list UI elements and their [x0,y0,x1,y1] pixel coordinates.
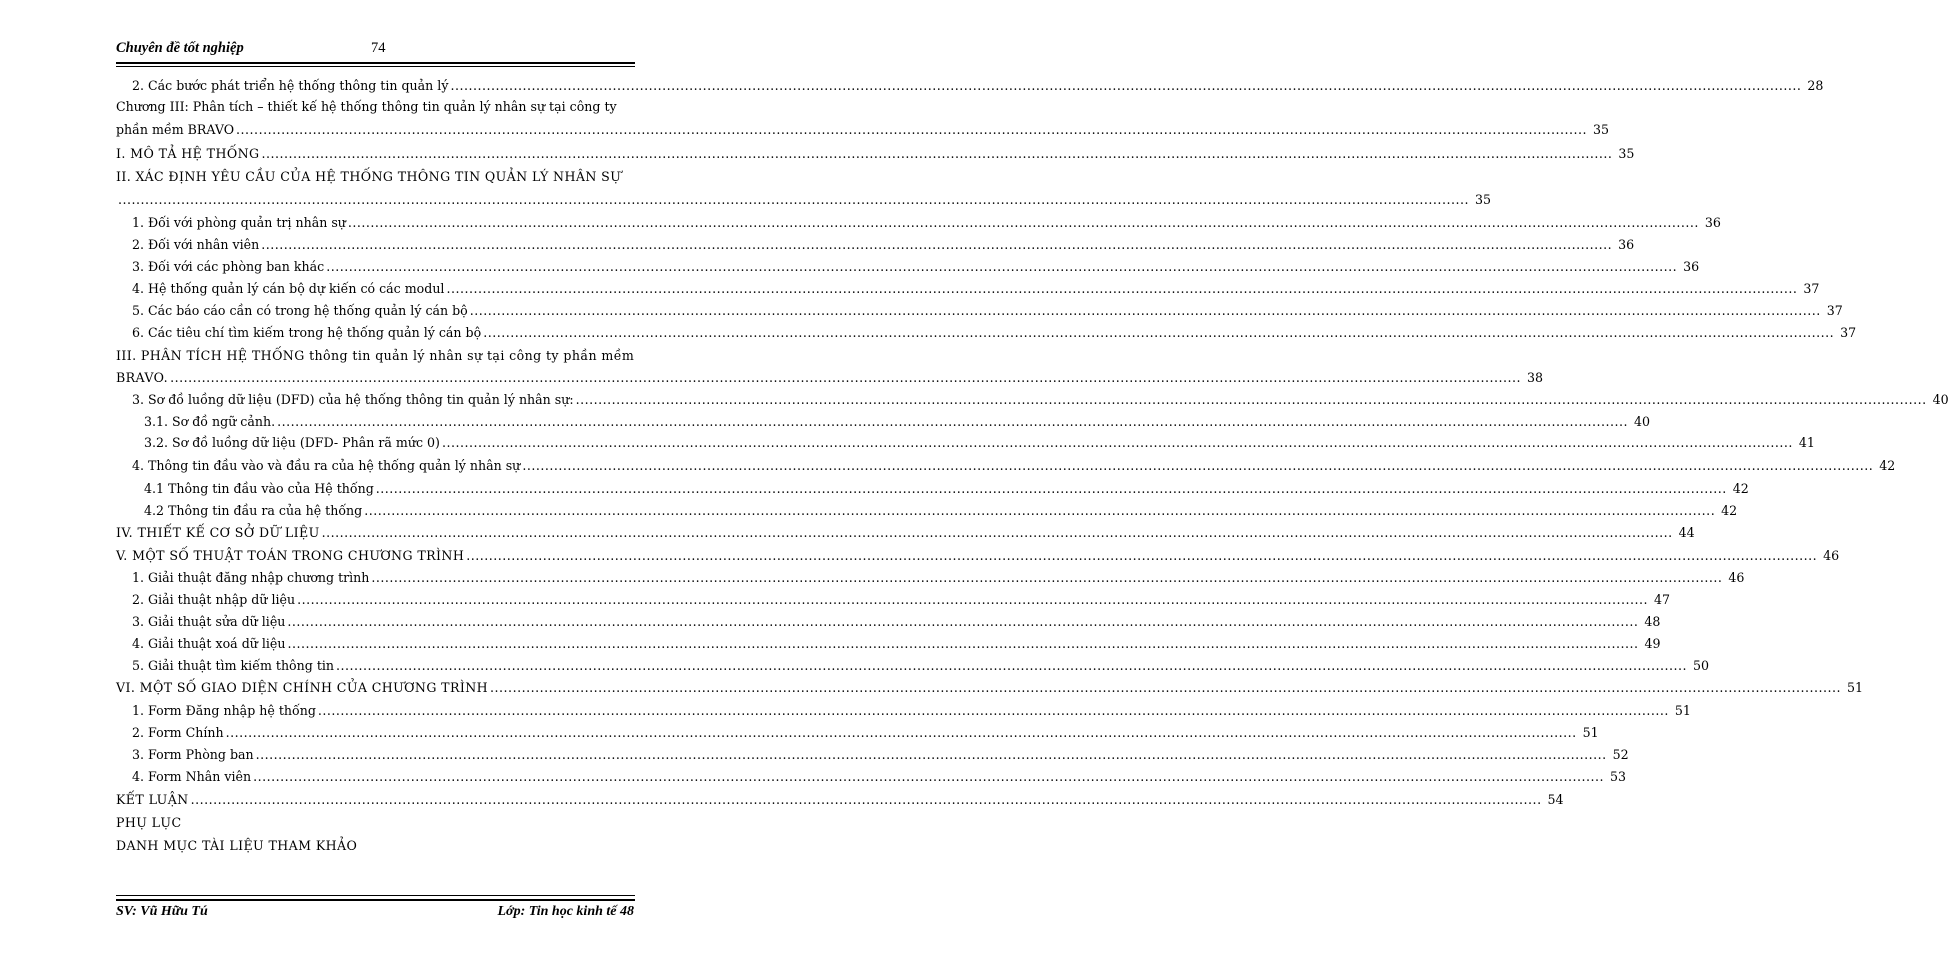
toc-entry-label: 3.2. Sơ đồ luồng dữ liệu (DFD- Phân rã mức 0) [144,435,440,450]
toc-entry-label: 3.1. Sơ đồ ngữ cảnh. [144,414,276,429]
toc-entry-label: DANH MỤC TÀI LIỆU THAM KHẢO [116,838,358,853]
toc-entry[interactable] [132,323,1857,343]
toc-entry-label: I. MÔ TẢ HỆ THỐNG [116,146,260,161]
toc-leader-dots: ............................................................................................................................................................................................................................................................................................................ [522,458,1874,473]
toc-leader-dots: ............................................................................................................................................................................................................................................................................................................ [575,392,1927,407]
toc-entry[interactable] [132,612,1661,632]
toc-entry-label: 5. Giải thuật tìm kiếm thông tin [132,658,335,673]
toc-entry[interactable] [132,745,1629,765]
toc-entry-page: 42 [1732,481,1749,496]
toc-entry-page: 42 [1879,458,1896,473]
toc-entry-label: 3. Giải thuật sửa dữ liệu [132,614,286,629]
toc-entry-label: 4. Thông tin đầu vào và đầu ra của hệ thống quản lý nhân sự [132,458,521,473]
toc-entry-label: 5. Các báo cáo cần có trong hệ thống quản lý cán bộ [132,303,468,318]
toc-entry[interactable] [116,190,1491,210]
toc-leader-dots: ............................................................................................................................................................................................................................................................................................................ [466,548,1818,563]
toc-entry[interactable] [144,412,1651,432]
toc-entry-page: 38 [1527,370,1544,385]
toc-leader-dots: ............................................................................................................................................................................................................................................................................................................ [236,122,1588,137]
toc-entry-label: Chương III: Phân tích – thiết kế hệ thống thông tin quản lý nhân sự tại công ty [116,99,617,114]
toc-leader-dots: ............................................................................................................................................................................................................................................................................................................ [225,725,1577,740]
toc-entry[interactable] [116,678,1864,698]
toc-entry-label: III. PHÂN TÍCH HỆ THỐNG thông tin quản lý nhân sự tại công ty phần mềm [116,348,635,363]
toc-entry-page: 47 [1654,592,1671,607]
footer-student: SV: Vũ Hữu Tú [116,904,208,919]
toc-entry-page: 35 [1474,192,1491,207]
toc-leader-dots: ............................................................................................................................................................................................................................................................................................................ [347,215,1699,230]
toc-entry-label: 6. Các tiêu chí tìm kiếm trong hệ thống quản lý cán bộ [132,325,482,340]
toc-entry[interactable] [132,301,1843,321]
toc-leader-dots: ............................................................................................................................................................................................................................................................................................................ [255,747,1607,762]
toc-entry-label: 3. Đối với các phòng ban khác [132,259,325,274]
toc-entry-page: 53 [1610,769,1627,784]
header-rule-thin [116,66,635,67]
toc-leader-dots: ............................................................................................................................................................................................................................................................................................................ [297,592,1649,607]
toc-leader-dots: ............................................................................................................................................................................................................................................................................................................ [483,325,1835,340]
toc-entry[interactable] [132,723,1599,743]
toc-entry[interactable] [144,501,1738,521]
toc-entry[interactable] [116,368,1544,388]
toc-leader-dots: ............................................................................................................................................................................................................................................................................................................ [375,481,1727,496]
header-title: Chuyên đề tốt nghiệp [116,40,244,56]
toc-entry-page: 48 [1644,614,1661,629]
toc-entry-label: 4. Hệ thống quản lý cán bộ dự kiến có các modul [132,281,445,296]
toc-entry-page: 36 [1683,259,1700,274]
toc-entry-page: 50 [1692,658,1709,673]
toc-leader-dots: ............................................................................................................................................................................................................................................................................................................ [253,769,1605,784]
toc-leader-dots: ............................................................................................................................................................................................................................................................................................................ [364,503,1716,518]
toc-entry-page: 28 [1807,78,1824,93]
toc-entry-label: 1. Đối với phòng quản trị nhân sự [132,215,346,230]
footer-rule-thin [116,895,635,896]
toc-entry[interactable] [132,767,1627,787]
page-number: 74 [371,40,386,56]
toc-entry-label: 4.2 Thông tin đầu ra của hệ thống [144,503,363,518]
toc-entry-page: 52 [1612,747,1629,762]
toc-entry[interactable] [116,790,1564,810]
toc-entry-page: 35 [1618,146,1635,161]
toc-leader-dots: ............................................................................................................................................................................................................................................................................................................ [321,525,1673,540]
toc-entry-label: 4.1 Thông tin đầu vào của Hệ thống [144,481,374,496]
toc-leader-dots: ............................................................................................................................................................................................................................................................................................................ [287,636,1639,651]
header-rule [116,62,635,64]
toc-entry-label: 1. Giải thuật đăng nhập chương trình [132,570,370,585]
toc-leader-dots: ............................................................................................................................................................................................................................................................................................................ [450,78,1802,93]
toc-entry-page: 41 [1798,435,1815,450]
toc-leader-dots: ............................................................................................................................................................................................................................................................................................................ [490,680,1842,695]
toc-leader-dots: ............................................................................................................................................................................................................................................................................................................ [261,146,1613,161]
toc-entry[interactable] [116,546,1840,566]
footer-class: Lớp: Tin học kinh tế 48 [497,904,634,919]
toc-entry-page: 51 [1582,725,1599,740]
toc-entry[interactable] [116,836,624,856]
toc-entry[interactable] [132,634,1661,654]
toc-entry-label: VI. MỘT SỐ GIAO DIỆN CHÍNH CỦA CHƯƠNG TRÌNH [116,680,489,695]
toc-leader-dots: ............................................................................................................................................................................................................................................................................................................ [326,259,1678,274]
toc-entry[interactable] [132,568,1745,588]
toc-entry-page: 37 [1803,281,1820,296]
toc-entry[interactable] [132,279,1820,299]
toc-entry-page: 42 [1721,503,1738,518]
toc-entry[interactable] [116,346,636,366]
toc-entry[interactable] [132,390,1949,410]
toc-leader-dots: ............................................................................................................................................................................................................................................................................................................ [170,370,1522,385]
toc-entry-label: 2. Giải thuật nhập dữ liệu [132,592,296,607]
toc-entry[interactable] [144,433,1815,453]
toc-entry[interactable] [116,167,636,187]
toc-entry-page: 46 [1823,548,1840,563]
toc-entry-page: 35 [1592,122,1610,137]
toc-entry-label: IV. THIẾT KẾ CƠ SỞ DỮ LIỆU [116,525,320,540]
toc-entry[interactable] [132,456,1896,476]
toc-entry-page: 40 [1634,414,1651,429]
toc-entry-page: 36 [1618,237,1635,252]
toc-entry-label: KẾT LUẬN [116,792,189,807]
toc-entry-label: BRAVO. [116,370,169,385]
footer-rule [116,899,635,901]
toc-entry-page: 37 [1840,325,1857,340]
toc-entry[interactable] [116,97,636,117]
toc-entry[interactable] [132,701,1691,721]
toc-leader-dots: ............................................................................................................................................................................................................................................................................................................ [118,192,1469,207]
toc-leader-dots: ............................................................................................................................................................................................................................................................................................................ [317,703,1669,718]
toc-entry-page: 46 [1728,570,1745,585]
toc-entry-page: 51 [1674,703,1691,718]
toc-entry[interactable] [132,257,1700,277]
toc-entry-label: 2. Đối với nhân viên [132,237,260,252]
toc-entry-page: 40 [1932,392,1949,407]
toc-entry-label: II. XÁC ĐỊNH YÊU CẦU CỦA HỆ THỐNG THÔNG TIN QUẢN LÝ NHÂN SỰ [116,169,622,184]
toc-leader-dots: ............................................................................................................................................................................................................................................................................................................ [261,237,1613,252]
toc-leader-dots: ............................................................................................................................................................................................................................................................................................................ [277,414,1629,429]
toc-leader-dots: ............................................................................................................................................................................................................................................................................................................ [446,281,1798,296]
toc-entry[interactable] [132,235,1635,255]
toc-entry-label: 4. Giải thuật xoá dữ liệu [132,636,286,651]
toc-entry-label: 3. Sơ đồ luồng dữ liệu (DFD) của hệ thống thông tin quản lý nhân sự: [132,392,574,407]
toc-entry[interactable] [132,656,1709,676]
toc-entry[interactable] [132,213,1721,233]
toc-entry[interactable] [116,144,1635,164]
toc-entry-page: 36 [1704,215,1721,230]
toc-entry-label: 4. Form Nhân viên [132,769,252,784]
toc-entry[interactable] [116,523,1695,543]
toc-entry-label: phần mềm BRAVO [116,122,235,137]
toc-leader-dots: ............................................................................................................................................................................................................................................................................................................ [469,303,1821,318]
toc-leader-dots: ............................................................................................................................................................................................................................................................................................................ [287,614,1639,629]
toc-entry-page: 49 [1644,636,1661,651]
toc-entry-label: 3. Form Phòng ban [132,747,254,762]
toc-entry[interactable] [132,590,1671,610]
toc-entry-page: 51 [1846,680,1864,695]
toc-entry[interactable] [116,813,624,833]
toc-leader-dots: ............................................................................................................................................................................................................................................................................................................ [441,435,1793,450]
toc-entry-page: 44 [1678,525,1695,540]
page-header [116,38,636,60]
toc-entry-label: 1. Form Đăng nhập hệ thống [132,703,316,718]
toc-entry[interactable] [144,479,1749,499]
toc-leader-dots: ............................................................................................................................................................................................................................................................................................................ [190,792,1542,807]
toc-leader-dots: ............................................................................................................................................................................................................................................................................................................ [371,570,1723,585]
toc-entry[interactable] [132,76,1824,96]
toc-entry-label: PHỤ LỤC [116,815,182,830]
toc-entry-label: 2. Các bước phát triển hệ thống thông tin quản lý [132,78,449,93]
toc-entry-page: 54 [1547,792,1564,807]
toc-entry-label: 2. Form Chính [132,725,224,740]
toc-entry-page: 37 [1826,303,1843,318]
toc-entry-label: V. MỘT SỐ THUẬT TOÁN TRONG CHƯƠNG TRÌNH [116,548,465,563]
toc-leader-dots: ............................................................................................................................................................................................................................................................................................................ [336,658,1687,673]
toc-entry[interactable] [116,120,1610,140]
